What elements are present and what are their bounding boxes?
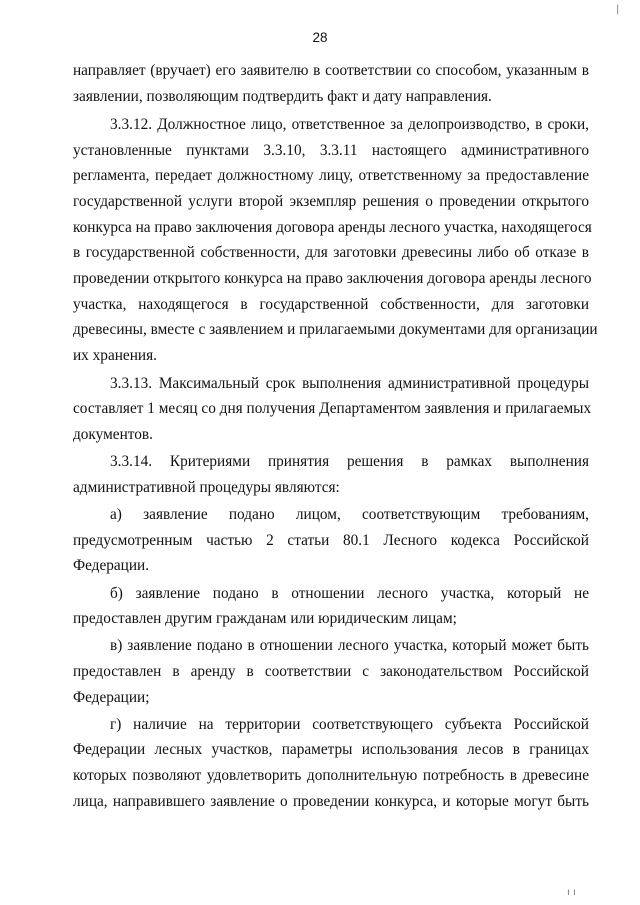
text-line: в государственной собственности, для заготовки древесины либо об отказе в bbox=[73, 244, 589, 261]
list-item-first-line: б) заявление подано в отношении лесного участка, который не bbox=[110, 585, 589, 602]
page-number: 28 bbox=[312, 30, 328, 45]
scan-edge-mark: | bbox=[616, 4, 620, 15]
paragraph-first-line: 3.3.13. Максимальный срок выполнения административной процедуры bbox=[110, 375, 589, 392]
text-line: их хранения. bbox=[73, 347, 157, 364]
list-item-first-line: а) заявление подано лицом, соответствующим требованиям, bbox=[110, 506, 589, 523]
text-line: регламента, передает должностному лицу, ответственному за предоставление bbox=[73, 167, 589, 184]
text-line: Федерации. bbox=[73, 557, 150, 574]
list-item-first-line: г) наличие на территории соответствующего субъекта Российской bbox=[110, 716, 589, 733]
text-line: конкурса на право заключения договора аренды лесного участка, находящегося bbox=[73, 219, 592, 236]
text-line: древесины, вместе с заявлением и прилагаемыми документами для организации bbox=[73, 321, 598, 338]
text-line: проведении открытого конкурса на право заключения договора аренды лесного bbox=[73, 270, 592, 287]
text-line: предоставлен другим гражданам или юридическим лицам; bbox=[73, 610, 457, 627]
text-line: направляет (вручает) его заявителю в соответствии со способом, указанным в bbox=[73, 62, 589, 79]
text-line: предусмотренным частью 2 статьи 80.1 Лесного кодекса Российской bbox=[73, 532, 589, 549]
text-line: государственной услуги второй экземпляр решения о проведении открытого bbox=[73, 193, 589, 210]
text-line: административной процедуры являются: bbox=[73, 479, 340, 496]
text-line: документов. bbox=[73, 426, 153, 443]
text-line: установленные пунктами 3.3.10, 3.3.11 настоящего административного bbox=[73, 142, 589, 159]
text-line: заявлении, позволяющим подтвердить факт и дату направления. bbox=[73, 88, 492, 105]
paragraph-first-line: 3.3.14. Критериями принятия решения в рамках выполнения bbox=[110, 453, 589, 470]
text-line: которых позволяют удовлетворить дополнительную потребность в древесине bbox=[73, 767, 589, 784]
scan-edge-mark: ı ı bbox=[567, 887, 576, 898]
text-line: составляет 1 месяц со дня получения Департаментом заявления и прилагаемых bbox=[73, 400, 592, 417]
text-line: Федерации лесных участков, параметры использования лесов в границах bbox=[73, 741, 589, 758]
text-line: предоставлен в аренду в соответствии с законодательством Российской bbox=[73, 663, 589, 680]
text-line: участка, находящегося в государственной собственности, для заготовки bbox=[73, 296, 589, 313]
list-item-first-line: в) заявление подано в отношении лесного участка, который может быть bbox=[110, 637, 589, 654]
paragraph-first-line: 3.3.12. Должностное лицо, ответственное за делопроизводство, в сроки, bbox=[110, 116, 589, 133]
text-line: лица, направившего заявление о проведении конкурса, и которые могут быть bbox=[73, 793, 589, 810]
text-line: Федерации; bbox=[73, 689, 150, 706]
